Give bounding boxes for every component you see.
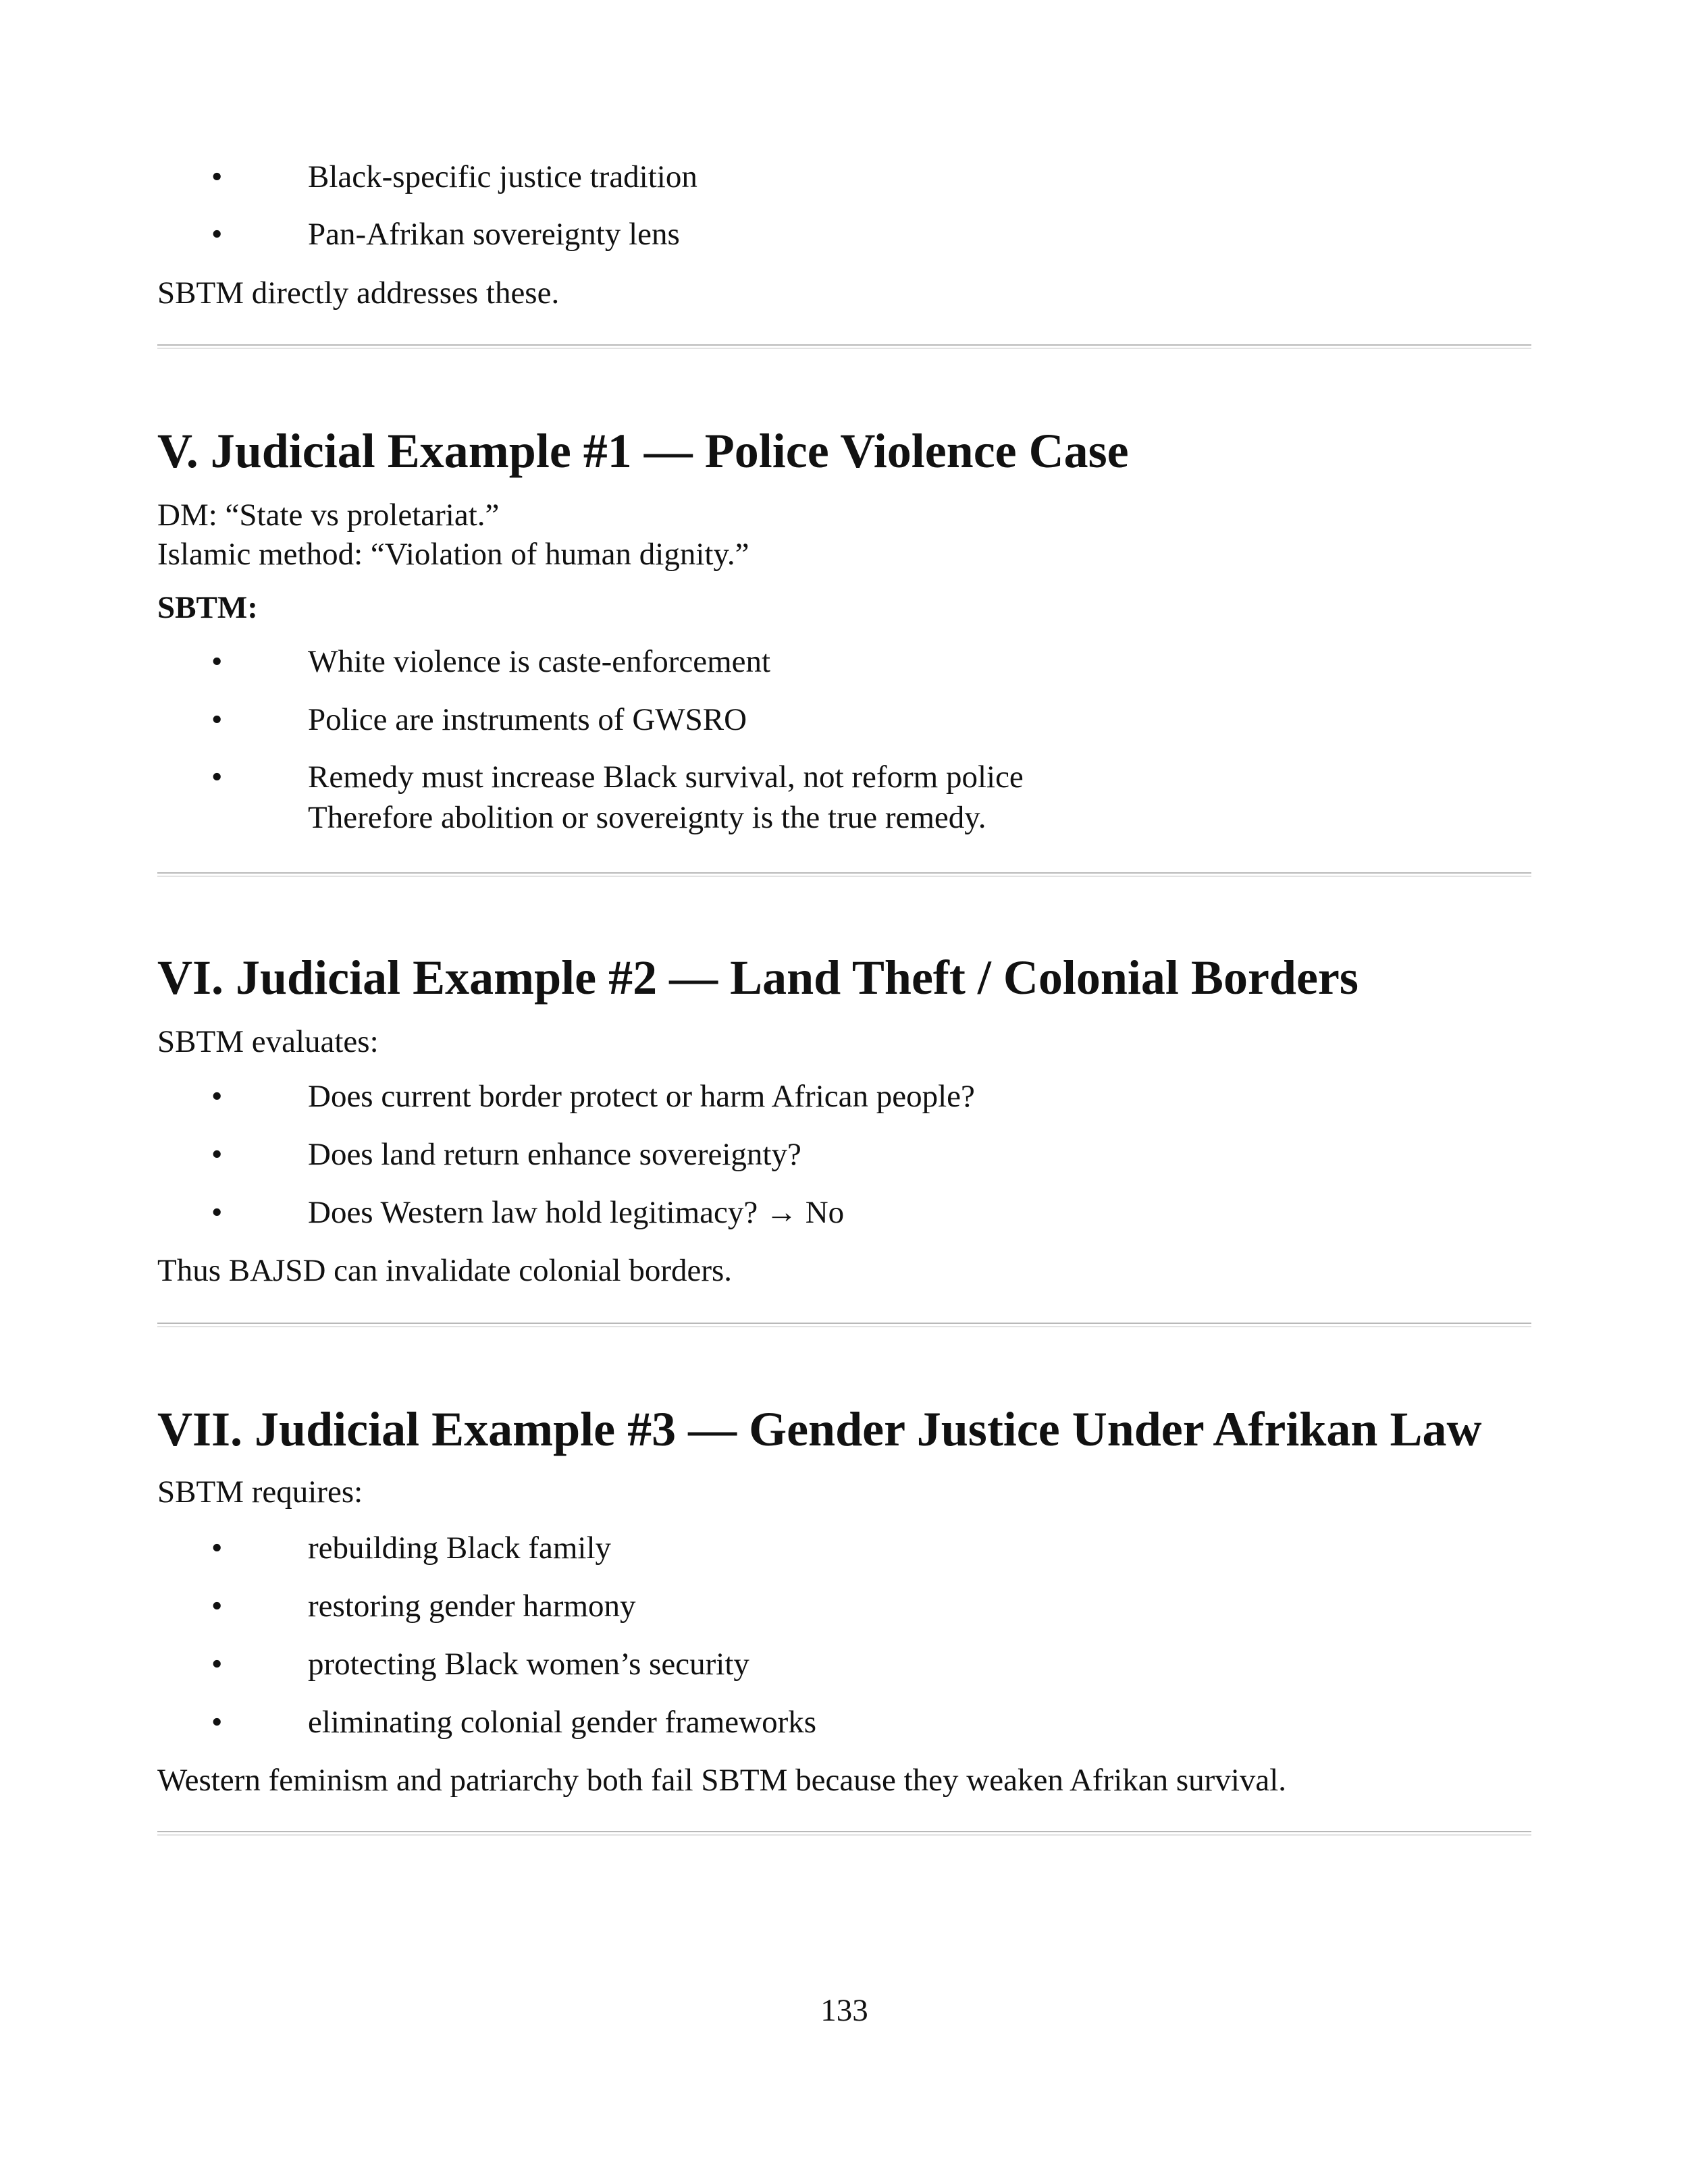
bullet-icon: • [211,1530,223,1566]
section-heading: VI. Judicial Example #2 — Land Theft / Colonial Borders [157,951,1359,1005]
bold-label: SBTM: [157,590,258,625]
list-item-text: protecting Black women’s security [308,1647,749,1682]
list-item-text: White violence is caste-enforcement [308,644,771,679]
bullet-icon: • [211,1589,223,1624]
list-item-text: Black-specific justice tradition [308,159,697,194]
list-item-text: Remedy must increase Black survival, not reform police [308,760,1024,795]
list-item-text: restoring gender harmony [308,1589,636,1624]
list-item-text: Does current border protect or harm African people? [308,1079,975,1114]
paragraph: SBTM directly addresses these. [157,275,560,311]
bullet-icon: • [211,217,223,252]
list-item-text: Does Western law hold legitimacy? → No [308,1195,845,1230]
paragraph: DM: “State vs proletariat.” [157,498,500,533]
paragraph: SBTM requires: [157,1474,363,1510]
section-divider [157,872,1531,877]
list-item-text: Pan-Afrikan sovereignty lens [308,217,680,252]
section-divider [157,1831,1531,1836]
bullet-icon: • [211,702,223,737]
bullet-icon: • [211,1195,223,1230]
list-item-text: Police are instruments of GWSRO [308,702,747,737]
paragraph: Western feminism and patriarchy both fail SBTM because they weaken Afrikan survival. [157,1763,1287,1798]
bullet-icon: • [211,1137,223,1172]
section-heading: V. Judicial Example #1 — Police Violence Case [157,424,1129,478]
paragraph: Islamic method: “Violation of human dignity.” [157,537,749,572]
bullet-icon: • [211,1079,223,1114]
list-item-text: rebuilding Black family [308,1530,612,1566]
bullet-icon: • [211,760,223,795]
page-number: 133 [820,1993,868,2028]
document-page [157,0,1531,2184]
bullet-icon: • [211,1647,223,1682]
paragraph: SBTM evaluates: [157,1024,379,1059]
bullet-icon: • [211,644,223,679]
bullet-icon: • [211,1705,223,1740]
list-item-text: eliminating colonial gender frameworks [308,1705,817,1740]
bullet-icon: • [211,159,223,194]
list-item-text: Does land return enhance sovereignty? [308,1137,801,1172]
paragraph: Thus BAJSD can invalidate colonial borders. [157,1253,733,1288]
section-divider [157,1323,1531,1327]
list-item-continuation: Therefore abolition or sovereignty is the true remedy. [308,800,986,835]
section-divider [157,344,1531,349]
section-heading: VII. Judicial Example #3 — Gender Justice Under Afrikan Law [157,1402,1482,1456]
